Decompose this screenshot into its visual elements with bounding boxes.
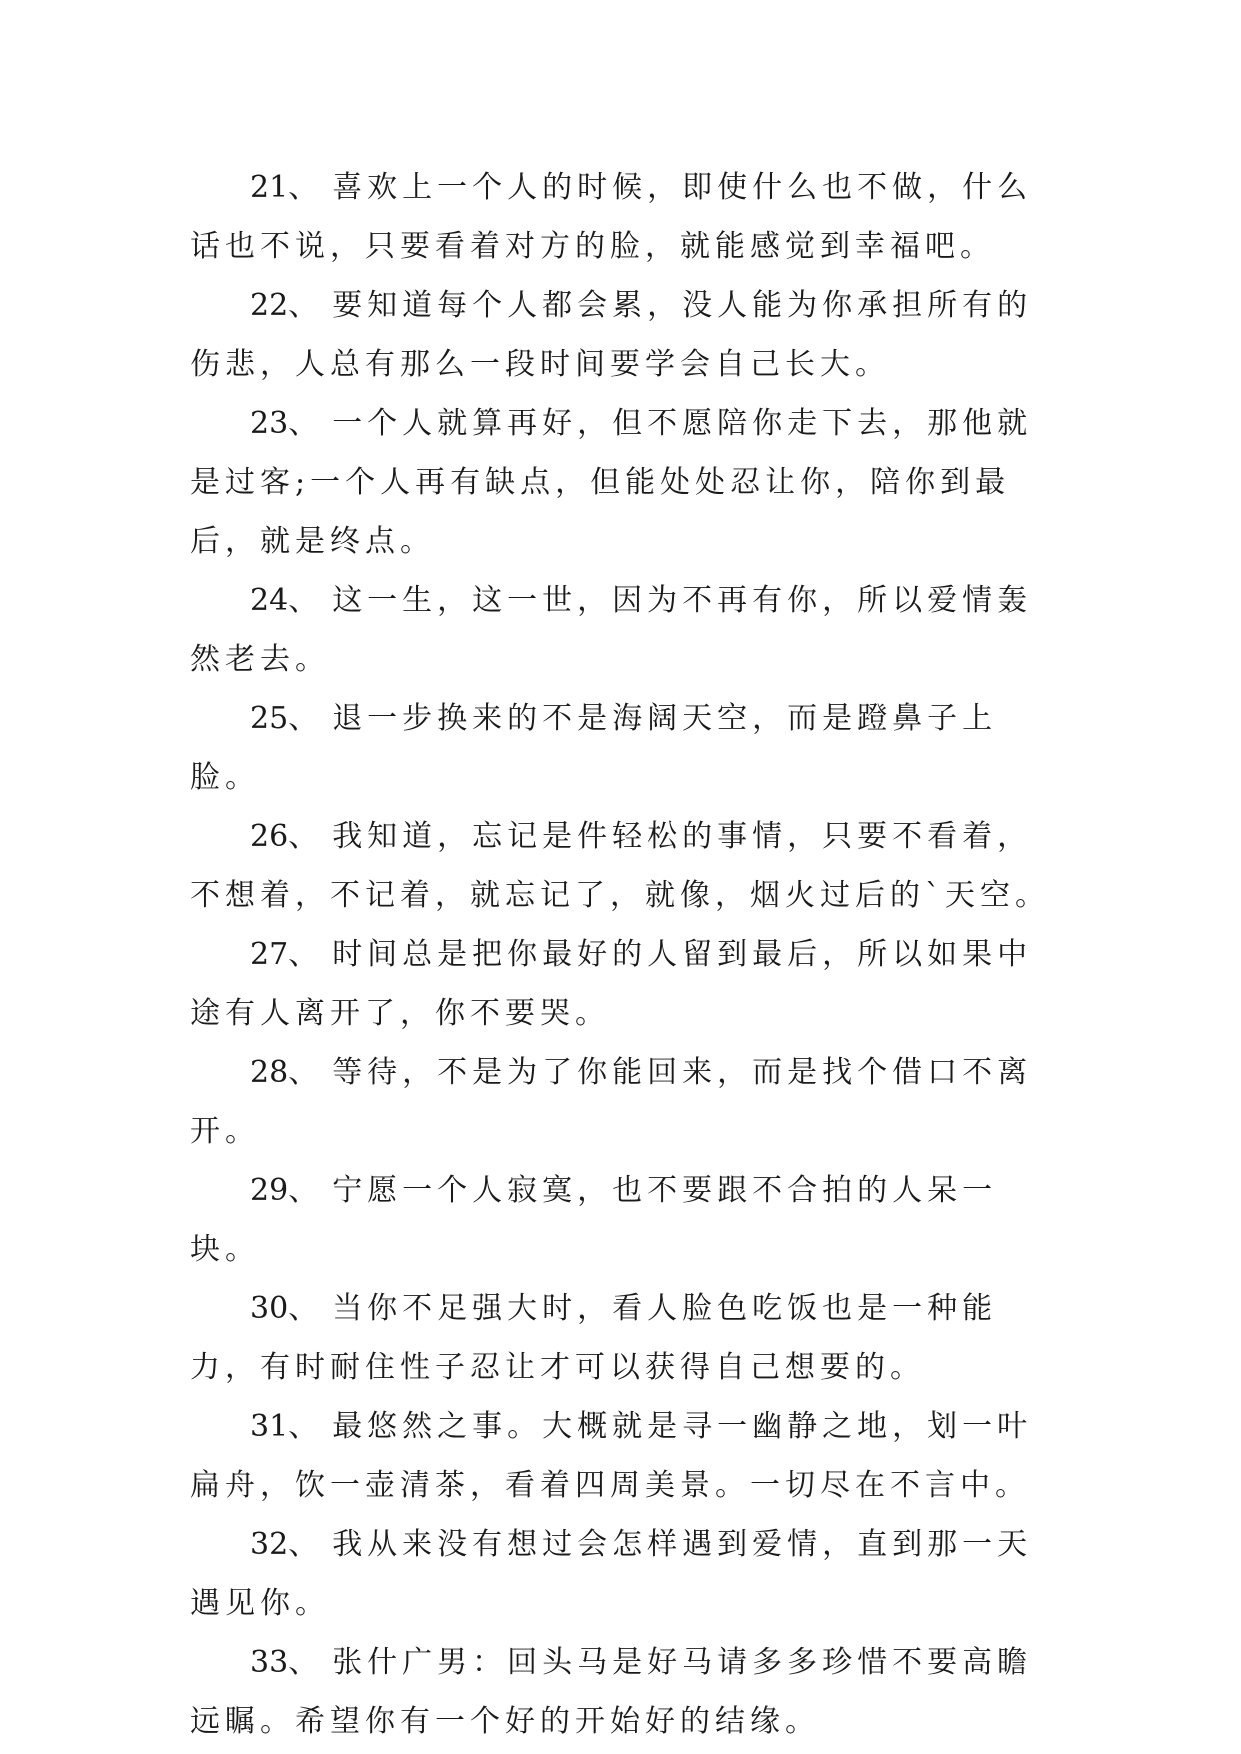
document-body xyxy=(190,158,1060,1751)
quote-paragraph-26 xyxy=(190,807,1060,925)
quote-paragraph-23 xyxy=(190,394,1060,571)
item-number: 22、 xyxy=(250,288,319,323)
item-text: 我知道，忘记是件轻松的事情，只要不看着，不想着，不记着，就忘记了，就像，烟火过后的`天空。 xyxy=(190,819,1050,913)
item-number: 25、 xyxy=(250,701,319,736)
quote-paragraph-31 xyxy=(190,1397,1060,1515)
item-number: 29、 xyxy=(250,1173,319,1208)
quote-paragraph-30 xyxy=(190,1279,1060,1397)
item-text: 张什广男：回头马是好马请多多珍惜不要高瞻远瞩。希望你有一个好的开始好的结缘。 xyxy=(190,1645,1033,1739)
item-number: 31、 xyxy=(250,1409,319,1444)
item-text: 喜欢上一个人的时候，即使什么也不做，什么话也不说，只要看着对方的脸，就能感觉到幸福吧。 xyxy=(190,170,1033,264)
item-number: 32、 xyxy=(250,1527,319,1562)
item-text: 当你不足强大时，看人脸色吃饭也是一种能力，有时耐住性子忍让才可以获得自己想要的。 xyxy=(190,1291,998,1385)
quote-paragraph-22 xyxy=(190,276,1060,394)
item-number: 23、 xyxy=(250,406,319,441)
item-text: 这一生，这一世，因为不再有你，所以爱情轰然老去。 xyxy=(190,583,1033,677)
item-text: 等待，不是为了你能回来，而是找个借口不离开。 xyxy=(190,1055,1033,1149)
item-number: 26、 xyxy=(250,819,319,854)
item-text: 要知道每个人都会累，没人能为你承担所有的伤悲，人总有那么一段时间要学会自己长大。 xyxy=(190,288,1033,382)
item-number: 28、 xyxy=(250,1055,319,1090)
item-text: 宁愿一个人寂寞，也不要跟不合拍的人呆一块。 xyxy=(190,1173,998,1267)
item-text: 退一步换来的不是海阔天空，而是蹬鼻子上脸。 xyxy=(190,701,998,795)
quote-paragraph-29 xyxy=(190,1161,1060,1279)
quote-paragraph-24 xyxy=(190,571,1060,689)
item-number: 27、 xyxy=(250,937,319,972)
quote-paragraph-28 xyxy=(190,1043,1060,1161)
quote-paragraph-25 xyxy=(190,689,1060,807)
item-text: 时间总是把你最好的人留到最后，所以如果中途有人离开了，你不要哭。 xyxy=(190,937,1033,1031)
item-text: 一个人就算再好，但不愿陪你走下去，那他就是过客;一个人再有缺点，但能处处忍让你，陪你到最后，就是终点。 xyxy=(190,406,1033,559)
quote-paragraph-32 xyxy=(190,1515,1060,1633)
quote-paragraph-21 xyxy=(190,158,1060,276)
item-number: 21、 xyxy=(250,170,319,205)
quote-paragraph-33 xyxy=(190,1633,1060,1751)
item-text: 我从来没有想过会怎样遇到爱情，直到那一天遇见你。 xyxy=(190,1527,1033,1621)
item-text: 最悠然之事。大概就是寻一幽静之地，划一叶扁舟，饮一壶清茶，看着四周美景。一切尽在不言中。 xyxy=(190,1409,1033,1503)
item-number: 33、 xyxy=(250,1645,319,1680)
item-number: 30、 xyxy=(250,1291,319,1326)
quote-paragraph-27 xyxy=(190,925,1060,1043)
item-number: 24、 xyxy=(250,583,319,618)
